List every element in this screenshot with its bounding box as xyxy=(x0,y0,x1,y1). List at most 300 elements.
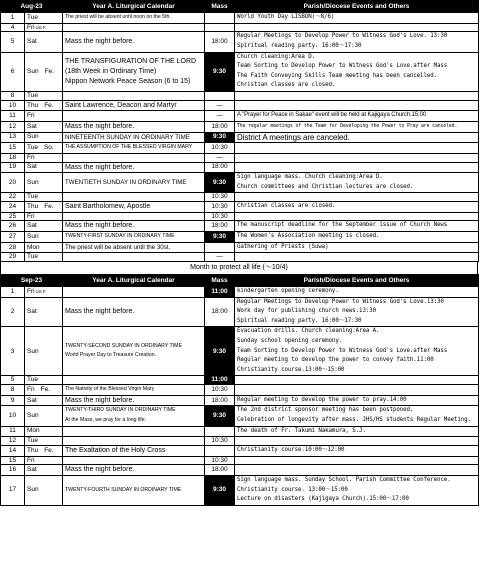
mass-time: 18:00 xyxy=(205,465,235,476)
feast-rank: Fe. xyxy=(44,101,54,109)
event-entry xyxy=(235,121,479,132)
event-line: The 2nd district sponsor meeting has been postponed. xyxy=(237,407,414,414)
table-row xyxy=(1,297,479,327)
liturgical-entry xyxy=(63,162,205,173)
liturgical-entry xyxy=(63,153,205,162)
weekday-label: Mon xyxy=(27,427,40,435)
event-line: Christian classes are closed. xyxy=(237,203,336,210)
first-friday-marker: 1st F. xyxy=(35,24,47,30)
liturgical-entry xyxy=(63,202,205,213)
liturgical-entry xyxy=(63,253,205,262)
liturgical-entry xyxy=(63,465,205,476)
event-line: Christianity course.10:00～12:00 xyxy=(237,446,345,453)
event-entry xyxy=(235,91,479,100)
liturgical-line: World Prayer Day to Treasure Creation. xyxy=(65,352,157,359)
event-line: Spiritual reading party. 16:00～17:30 xyxy=(237,42,362,49)
day-number: 28 xyxy=(1,242,25,253)
liturgical-line: NINETEENTH SUNDAY IN ORDINARY TIME xyxy=(65,133,190,141)
event-line: Regular meeting to develop the power to pray.14:00 xyxy=(237,396,407,403)
liturgical-line: Mass the night before. xyxy=(65,222,135,230)
sep-calendar-header: Year A. Liturgical Calendar xyxy=(63,275,205,287)
feast-rank: Fe. xyxy=(44,202,54,210)
liturgical-entry xyxy=(63,173,205,193)
event-entry xyxy=(235,376,479,385)
event-line: Sign language mass. Sunday School. Parish Committee Conference. xyxy=(237,476,451,483)
liturgical-line: TWENTY-FOURTH SUNDAY IN ORDINARY TIME xyxy=(65,486,182,493)
event-line: The regular meetings of the Team for Developing the Power to Pray are canceled. xyxy=(237,123,458,129)
mass-time xyxy=(205,242,235,253)
weekday xyxy=(25,111,63,122)
weekday-label: Sun xyxy=(27,133,39,141)
liturgical-entry xyxy=(63,212,205,221)
event-line: Church committees and Christian lectures are closed. xyxy=(237,183,414,190)
weekday xyxy=(25,327,63,376)
table-row xyxy=(1,173,479,193)
day-number: 4 xyxy=(1,23,25,32)
table-row xyxy=(1,385,479,396)
weekday-label: Fri xyxy=(27,153,35,161)
day-number: 20 xyxy=(1,173,25,193)
weekday xyxy=(25,32,63,52)
table-row xyxy=(1,242,479,253)
weekday-label: Fri xyxy=(27,456,35,464)
table-row xyxy=(1,143,479,154)
table-row xyxy=(1,153,479,162)
event-line: Church cleaning:Area D. xyxy=(237,53,315,60)
liturgical-entry xyxy=(63,23,205,32)
event-line: District A meetings are canceled. xyxy=(237,132,350,142)
event-line: Christian classes are closed. xyxy=(237,82,336,89)
table-row xyxy=(1,121,479,132)
event-entry xyxy=(235,212,479,221)
day-number: 1 xyxy=(1,13,25,24)
liturgical-line: THE TRANSFIGURATION OF THE LORD xyxy=(65,58,197,66)
weekday-label: Thu xyxy=(27,101,39,109)
mass-time: 10:30 xyxy=(205,143,235,154)
liturgical-line: Mass the night before. xyxy=(65,122,135,130)
weekday-label: Sun xyxy=(27,412,39,420)
event-entry xyxy=(235,287,479,298)
event-line: Sunday school opening ceremony. xyxy=(237,338,343,345)
weekday xyxy=(25,232,63,243)
first-friday-marker: 1st F. xyxy=(35,288,47,294)
event-line: Work day for publishing church news.13:30 xyxy=(237,308,377,315)
liturgical-entry xyxy=(63,13,205,24)
event-entry xyxy=(235,327,479,376)
event-entry xyxy=(235,437,479,446)
liturgical-line: At the Mass, we pray for a long life. xyxy=(65,416,147,423)
event-line: Sign language mass. Church cleaning:Area D. xyxy=(237,174,383,181)
mass-time: 11:00 xyxy=(205,287,235,298)
weekday-label: Tue xyxy=(27,437,38,445)
event-entry xyxy=(235,162,479,173)
day-number: 12 xyxy=(1,437,25,446)
event-entry xyxy=(235,100,479,111)
liturgical-line: Nippon Network Peace Season (6 to 15) xyxy=(65,77,191,85)
weekday xyxy=(25,242,63,253)
mass-time xyxy=(205,445,235,456)
event-entry xyxy=(235,193,479,202)
day-number: 26 xyxy=(1,221,25,232)
liturgical-line: The Exaltation of the Holy Cross xyxy=(65,446,166,454)
day-number: 16 xyxy=(1,465,25,476)
aug-mass-header: Mass xyxy=(205,1,235,13)
table-row xyxy=(1,437,479,446)
event-entry xyxy=(235,297,479,327)
feast-rank: Fe. xyxy=(44,67,54,75)
table-row xyxy=(1,465,479,476)
mass-time: 10:30 xyxy=(205,385,235,396)
mass-time: 9:30 xyxy=(205,327,235,376)
weekday-label: Thu xyxy=(27,446,39,454)
weekday-label: Fri xyxy=(27,287,35,295)
weekday-label: Thu xyxy=(27,202,39,210)
event-line: Regular Meetings to Develop Power to Witness God's Love. 13:30 xyxy=(237,33,448,40)
table-row xyxy=(1,475,479,505)
liturgical-entry xyxy=(63,475,205,505)
event-line: The manuscript deadline for the September issue of Church News xyxy=(237,222,448,229)
weekday xyxy=(25,465,63,476)
event-entry xyxy=(235,173,479,193)
weekday-label: Tue xyxy=(27,193,38,201)
liturgical-entry xyxy=(63,406,205,426)
table-row xyxy=(1,395,479,406)
weekday xyxy=(25,287,63,298)
aug-events-header: Parish/Diocese Events and Others xyxy=(235,1,479,13)
day-number: 19 xyxy=(1,162,25,173)
weekday-label: Sat xyxy=(27,122,37,130)
day-number: 8 xyxy=(1,385,25,396)
event-entry xyxy=(235,456,479,465)
event-line: Lecture on disasters (Kajigaya Church).15:00～17:00 xyxy=(237,496,409,503)
feast-rank: Fe. xyxy=(44,446,54,454)
day-number: 18 xyxy=(1,153,25,162)
event-entry xyxy=(235,52,479,91)
weekday xyxy=(25,52,63,91)
weekday-label: Tue xyxy=(27,144,38,152)
event-entry xyxy=(235,132,479,143)
mass-time xyxy=(205,13,235,24)
event-line: Christianity course. 13:00～15:00 xyxy=(237,486,348,493)
mass-time: — xyxy=(205,253,235,262)
mass-time: 9:30 xyxy=(205,232,235,243)
weekday xyxy=(25,143,63,154)
liturgical-entry xyxy=(63,395,205,406)
day-number: 12 xyxy=(1,121,25,132)
table-row xyxy=(1,111,479,122)
day-number: 11 xyxy=(1,111,25,122)
weekday xyxy=(25,173,63,193)
feast-rank: So. xyxy=(43,144,54,152)
event-entry xyxy=(235,242,479,253)
table-row xyxy=(1,253,479,262)
liturgical-entry xyxy=(63,297,205,327)
event-line: Christianity course.13:00～15:00 xyxy=(237,366,345,373)
event-entry xyxy=(235,465,479,476)
day-number: 27 xyxy=(1,232,25,243)
event-entry xyxy=(235,221,479,232)
event-line: kindergarten opening ceremony. xyxy=(237,288,339,295)
mass-time: 18:00 xyxy=(205,162,235,173)
mass-time: 9:30 xyxy=(205,406,235,426)
weekday-label: Sun xyxy=(27,347,39,355)
weekday-label: Sat xyxy=(27,308,37,316)
event-line: Regular meeting to develop the power to convey faith.11:00 xyxy=(237,357,434,364)
liturgical-line: THE ASSUMPTION OF THE BLESSED VIRGIN MARY xyxy=(65,144,193,151)
event-entry xyxy=(235,13,479,24)
event-entry xyxy=(235,153,479,162)
table-row xyxy=(1,406,479,426)
weekday-label: Sun xyxy=(27,178,39,186)
event-line: The Women's Association meeting is closed. xyxy=(237,233,380,240)
liturgical-entry xyxy=(63,287,205,298)
day-number: 17 xyxy=(1,475,25,505)
aug-calendar-header: Year A. Liturgical Calendar xyxy=(63,1,205,13)
weekday xyxy=(25,193,63,202)
table-row xyxy=(1,193,479,202)
mass-time: — xyxy=(205,111,235,122)
weekday-label: Sat xyxy=(27,163,37,171)
event-entry xyxy=(235,143,479,154)
weekday xyxy=(25,445,63,456)
table-row xyxy=(1,202,479,213)
mass-time: 18:00 xyxy=(205,297,235,327)
table-row xyxy=(1,445,479,456)
weekday xyxy=(25,153,63,162)
event-line: Celebration of longevity after mass. JHS/HS students Regular Meeting. xyxy=(237,416,471,423)
table-row xyxy=(1,327,479,376)
weekday xyxy=(25,376,63,385)
weekday-label: Sat xyxy=(27,396,37,404)
table-row xyxy=(1,212,479,221)
day-number: 5 xyxy=(1,376,25,385)
liturgical-entry xyxy=(63,52,205,91)
event-line: A "Prayer for Peace in Sakae" event will be held at Kajigaya Church.15:00 xyxy=(237,112,427,119)
liturgical-entry xyxy=(63,100,205,111)
weekday xyxy=(25,100,63,111)
liturgical-entry xyxy=(63,437,205,446)
liturgical-line: The priest will be absent until the 30st. xyxy=(65,243,171,251)
day-number: 2 xyxy=(1,297,25,327)
mass-time: 18:00 xyxy=(205,32,235,52)
weekday-label: Mon xyxy=(27,243,40,251)
liturgical-entry xyxy=(63,426,205,437)
liturgical-line: Mass the night before. xyxy=(65,396,135,404)
weekday xyxy=(25,13,63,24)
liturgical-line: Mass the night before. xyxy=(65,163,135,171)
event-entry xyxy=(235,475,479,505)
liturgical-entry xyxy=(63,445,205,456)
weekday-label: Tue xyxy=(27,376,38,384)
liturgical-entry xyxy=(63,327,205,376)
event-line: Regular Meetings to Develop Power to Witness God's Love.13:30 xyxy=(237,298,444,305)
liturgical-entry xyxy=(63,221,205,232)
liturgical-line: TWENTY-THIRD SUNDAY IN ORDINARY TIME xyxy=(65,407,176,414)
weekday-label: Sun xyxy=(27,486,39,494)
mass-time xyxy=(205,23,235,32)
sep-rows xyxy=(1,287,479,506)
day-number: 10 xyxy=(1,406,25,426)
liturgical-line: The priest will be absent until noon on the 5th. xyxy=(65,14,171,20)
liturgical-line: The Nativity of the Blessed Virgin Mary xyxy=(65,386,155,393)
liturgical-entry xyxy=(63,232,205,243)
sep-mass-header: Mass xyxy=(205,275,235,287)
mass-time: 10:30 xyxy=(205,212,235,221)
day-number: 1 xyxy=(1,287,25,298)
event-line: Spiritual reading party. 16:00～17:30 xyxy=(237,317,362,324)
weekday xyxy=(25,395,63,406)
liturgical-line: TWENTY-FIRST SUNDAY IN ORDINARY TIME xyxy=(65,233,175,240)
table-row xyxy=(1,426,479,437)
liturgical-line: TWENTY-SECOND SUNDAY IN ORDINARY TIME xyxy=(65,342,182,349)
day-number: 22 xyxy=(1,193,25,202)
table-row xyxy=(1,32,479,52)
day-number: 6 xyxy=(1,52,25,91)
weekday xyxy=(25,456,63,465)
event-entry xyxy=(235,23,479,32)
weekday xyxy=(25,475,63,505)
event-entry xyxy=(235,253,479,262)
table-row xyxy=(1,456,479,465)
event-entry xyxy=(235,232,479,243)
mass-time: — xyxy=(205,153,235,162)
weekday xyxy=(25,253,63,262)
weekday xyxy=(25,297,63,327)
liturgical-entry xyxy=(63,32,205,52)
liturgical-line: TWENTIETH SUNDAY IN ORDINARY TIME xyxy=(65,178,187,186)
event-entry xyxy=(235,406,479,426)
mass-time: 10:30 xyxy=(205,456,235,465)
day-number: 10 xyxy=(1,100,25,111)
liturgical-line: Mass the night before. xyxy=(65,308,135,316)
day-number: 5 xyxy=(1,32,25,52)
table-row xyxy=(1,91,479,100)
event-entry xyxy=(235,445,479,456)
weekday-label: Sat xyxy=(27,38,37,46)
weekday-label: Sun xyxy=(27,67,39,75)
event-line: Gathering of Priests (Suwa) xyxy=(237,243,329,250)
table-row xyxy=(1,100,479,111)
weekday xyxy=(25,437,63,446)
weekday xyxy=(25,406,63,426)
liturgical-entry xyxy=(63,193,205,202)
mass-time: 10:30 xyxy=(205,193,235,202)
day-number: 25 xyxy=(1,212,25,221)
weekday-label: Fri xyxy=(27,112,35,120)
mass-time: 18:00 xyxy=(205,395,235,406)
aug-month-header: Aug-23 xyxy=(1,1,63,13)
liturgical-entry xyxy=(63,143,205,154)
aug-rows xyxy=(1,13,479,262)
day-number: 3 xyxy=(1,327,25,376)
liturgical-entry xyxy=(63,376,205,385)
weekday xyxy=(25,221,63,232)
sep-events-header: Parish/Diocese Events and Others xyxy=(235,275,479,287)
mass-time: 9:30 xyxy=(205,52,235,91)
weekday-label: Fri xyxy=(27,386,35,394)
mass-time: 10:30 xyxy=(205,437,235,446)
table-row xyxy=(1,132,479,143)
day-number: 15 xyxy=(1,143,25,154)
day-number: 24 xyxy=(1,202,25,213)
mass-time xyxy=(205,91,235,100)
weekday-label: Fri xyxy=(27,212,35,220)
weekday-label: Fri xyxy=(27,23,35,31)
event-line: The death of Fr. Takumi Nakamura, S.J. xyxy=(237,427,366,434)
table-row xyxy=(1,232,479,243)
mass-time: 10:30 xyxy=(205,202,235,213)
liturgical-line: Saint Lawrence, Deacon and Martyr xyxy=(65,101,177,109)
weekday xyxy=(25,132,63,143)
table-row xyxy=(1,13,479,24)
day-number: 14 xyxy=(1,445,25,456)
mass-time: 18:00 xyxy=(205,221,235,232)
day-number: 15 xyxy=(1,456,25,465)
event-entry xyxy=(235,202,479,213)
event-entry xyxy=(235,426,479,437)
event-line: Team Sorting to Develop Power to Witness God's Love.after Mass xyxy=(237,63,448,70)
event-entry xyxy=(235,385,479,396)
weekday xyxy=(25,212,63,221)
liturgical-entry xyxy=(63,385,205,396)
weekday-label: Sun xyxy=(27,232,39,240)
mass-time: 18:00 xyxy=(205,121,235,132)
weekday xyxy=(25,385,63,396)
event-entry xyxy=(235,111,479,122)
weekday-label: Tue xyxy=(27,253,38,261)
mass-time: 9:30 xyxy=(205,173,235,193)
event-line: Team Sorting to Develop Power to Witness God's Love.after Mass xyxy=(237,347,448,354)
liturgical-line: Saint Bartholomew, Apostle xyxy=(65,203,151,211)
liturgical-entry xyxy=(63,456,205,465)
table-row xyxy=(1,376,479,385)
weekday-label: Tue xyxy=(27,91,38,99)
weekday xyxy=(25,202,63,213)
table-row xyxy=(1,287,479,298)
mass-time: 11:00 xyxy=(205,376,235,385)
liturgical-entry xyxy=(63,111,205,122)
mass-time: 9:30 xyxy=(205,475,235,505)
liturgical-entry xyxy=(63,91,205,100)
liturgical-line: Mass the night before. xyxy=(65,38,135,46)
mass-time: — xyxy=(205,100,235,111)
event-line: The Faith Conveying Skills Team meeting has been cancelled. xyxy=(237,72,438,79)
weekday xyxy=(25,426,63,437)
day-number: 9 xyxy=(1,395,25,406)
table-row xyxy=(1,52,479,91)
month-note: Month to protect all life (～10/4) xyxy=(0,262,478,274)
sep-month-header: Sep-23 xyxy=(1,275,63,287)
day-number: 11 xyxy=(1,426,25,437)
day-number: 29 xyxy=(1,253,25,262)
day-number: 8 xyxy=(1,91,25,100)
day-number: 13 xyxy=(1,132,25,143)
event-line: World Youth Day LISBON(～8/6) xyxy=(237,14,335,20)
mass-time xyxy=(205,426,235,437)
weekday-label: Sat xyxy=(27,222,37,230)
table-row xyxy=(1,23,479,32)
liturgical-entry xyxy=(63,242,205,253)
liturgical-line: Mass the night before. xyxy=(65,466,135,474)
sep-table xyxy=(0,274,479,506)
aug-table xyxy=(0,0,479,262)
liturgical-entry xyxy=(63,121,205,132)
event-entry xyxy=(235,32,479,52)
feast-rank: Fe. xyxy=(40,386,50,394)
weekday xyxy=(25,23,63,32)
event-entry xyxy=(235,395,479,406)
weekday xyxy=(25,91,63,100)
